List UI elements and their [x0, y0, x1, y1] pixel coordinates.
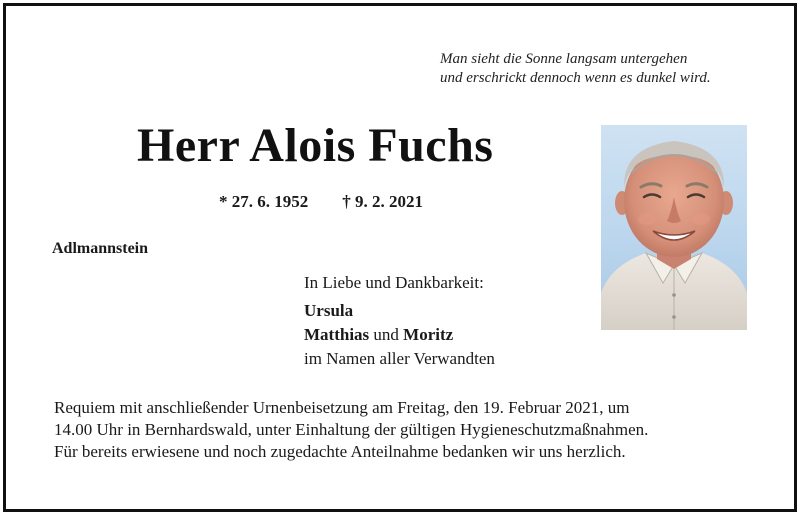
life-dates: [219, 192, 423, 212]
requiem-line-1: Requiem mit anschließender Urnenbeisetzung am Freitag, den 19. Februar 2021, um: [54, 398, 630, 417]
residence-place: Adlmannstein: [52, 240, 149, 257]
mourner-son-2: Moritz: [403, 325, 454, 344]
requiem-line-3: Für bereits erwiesene und noch zugedachte Anteilnahme bedanken wir uns herzlich.: [54, 442, 626, 461]
quote-line-1: Man sieht die Sonne langsam untergehen: [440, 51, 688, 67]
mourner-relatives: im Namen aller Verwandten: [304, 349, 495, 368]
birth-date: * 27. 6. 1952: [219, 192, 309, 211]
mourner-son-1: Matthias: [304, 325, 370, 344]
mourners-block: [304, 271, 495, 371]
portrait-illustration: [601, 125, 747, 330]
requiem-notice: [54, 397, 774, 463]
deceased-name: Herr Alois Fuchs: [137, 119, 494, 172]
mourner-wife: Ursula: [304, 301, 354, 320]
mourner-conjunction: und: [369, 325, 404, 344]
quote-line-2: und erschrickt dennoch wenn es dunkel wird.: [440, 70, 711, 86]
mourners-intro: In Liebe und Dankbarkeit:: [304, 273, 484, 292]
requiem-line-2: 14.00 Uhr in Bernhardswald, unter Einhaltung der gültigen Hygieneschutzmaßnahmen.: [54, 420, 649, 439]
memorial-quote: [440, 50, 770, 88]
death-date: † 9. 2. 2021: [342, 192, 423, 211]
portrait-photo: [601, 125, 747, 330]
mourner-children: [304, 323, 495, 347]
